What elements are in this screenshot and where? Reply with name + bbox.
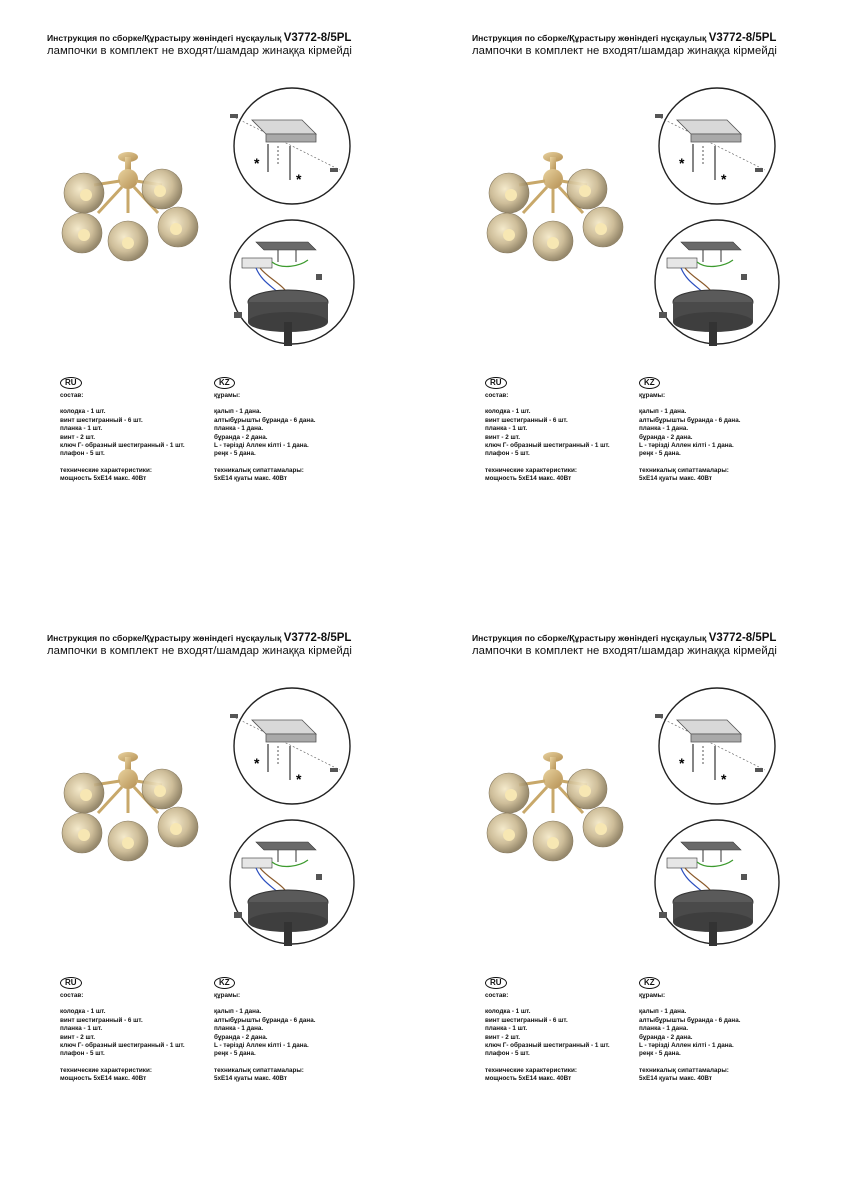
- specs-heading: техникалық сипаттамалары:: [214, 466, 304, 474]
- list-item: реңк - 5 дана.: [214, 1050, 256, 1058]
- component-list-kz: [639, 977, 799, 1084]
- contents-heading: құрамы:: [639, 392, 666, 399]
- list-item: қалып - 1 дана.: [214, 1008, 262, 1016]
- list-item: планка - 1 дана.: [214, 1025, 264, 1033]
- wiring-detail: [230, 820, 354, 946]
- panel-title: [472, 632, 792, 657]
- model-number: V3772-8/5PL: [283, 32, 352, 44]
- list-item: планка - 1 дана.: [214, 425, 264, 433]
- list-item: колодка - 1 шт.: [485, 1008, 531, 1016]
- wiring-detail: [230, 220, 354, 346]
- assembly-diagram: [212, 686, 372, 948]
- model-number: V3772-8/5PL: [283, 632, 352, 644]
- marker-star: *: [679, 755, 685, 771]
- list-item: планка - 1 шт.: [60, 1025, 103, 1033]
- specs-heading: технические характеристики:: [60, 466, 152, 474]
- chandelier-illustration: [54, 745, 206, 875]
- list-item: винт шестигранный - 6 шт.: [485, 1016, 568, 1024]
- component-list-kz: [639, 377, 799, 484]
- instruction-panel: [0, 600, 424, 1200]
- list-item: қалып - 1 дана.: [639, 1008, 687, 1016]
- mounting-plate-detail: [230, 88, 350, 204]
- list-item: L - тәрізді Аллен кілті - 1 дана.: [639, 1042, 734, 1050]
- contents-heading: құрамы:: [214, 392, 241, 399]
- contents-heading: құрамы:: [639, 992, 666, 999]
- list-item: бұранда - 2 дана.: [639, 1033, 693, 1041]
- component-list-ru: [60, 377, 220, 484]
- model-number: V3772-8/5PL: [708, 632, 777, 644]
- specs-value: 5хЕ14 қуаты макс. 40Вт: [214, 1075, 287, 1083]
- list-item: алтыбұрышты бұранда - 6 дана.: [214, 416, 316, 424]
- specs-heading: технические характеристики:: [485, 1066, 577, 1074]
- list-item: планка - 1 шт.: [485, 425, 528, 433]
- contents-heading: состав:: [60, 392, 84, 399]
- mounting-plate-detail: [655, 88, 775, 204]
- specs-heading: технические характеристики:: [485, 466, 577, 474]
- list-item: бұранда - 2 дана.: [639, 433, 693, 441]
- marker-star: *: [254, 755, 260, 771]
- instruction-panel: [425, 600, 849, 1200]
- title-text: Инструкция по сборке/Құрастыру жөніндегі нұсқаулық: [472, 33, 707, 43]
- instruction-panel: [0, 0, 424, 600]
- list-item: винт - 2 шт.: [485, 1033, 521, 1041]
- language-badge-ru: RU: [485, 377, 507, 389]
- chandelier-illustration: [479, 745, 631, 875]
- panel-title: [472, 32, 792, 57]
- component-list-ru: [485, 977, 645, 1084]
- assembly-diagram: [637, 686, 797, 948]
- list-item: алтыбұрышты бұранда - 6 дана.: [639, 1016, 741, 1024]
- list-item: винт шестигранный - 6 шт.: [60, 1016, 143, 1024]
- component-list-kz: [214, 377, 374, 484]
- list-item: винт - 2 шт.: [60, 1033, 96, 1041]
- list-item: планка - 1 шт.: [60, 425, 103, 433]
- assembly-diagram: [637, 86, 797, 348]
- list-item: алтыбұрышты бұранда - 6 дана.: [639, 416, 741, 424]
- list-item: плафон - 5 шт.: [485, 1050, 530, 1058]
- list-item: қалып - 1 дана.: [639, 408, 687, 416]
- title-text: Инструкция по сборке/Құрастыру жөніндегі нұсқаулық: [47, 33, 282, 43]
- instruction-panel: [425, 0, 849, 600]
- marker-star: *: [296, 171, 302, 187]
- list-item: колодка - 1 шт.: [60, 1008, 106, 1016]
- list-item: колодка - 1 шт.: [60, 408, 106, 416]
- list-item: плафон - 5 шт.: [485, 450, 530, 458]
- list-item: плафон - 5 шт.: [60, 450, 105, 458]
- list-item: бұранда - 2 дана.: [214, 433, 268, 441]
- marker-star: *: [721, 171, 727, 187]
- list-item: реңк - 5 дана.: [214, 450, 256, 458]
- chandelier-illustration: [54, 145, 206, 275]
- language-badge-ru: RU: [60, 977, 82, 989]
- list-item: колодка - 1 шт.: [485, 408, 531, 416]
- specs-heading: техникалық сипаттамалары:: [639, 1066, 729, 1074]
- bulbs-notice: лампочки в комплект не входят/шамдар жинаққа кірмейді: [47, 645, 352, 657]
- list-item: L - тәрізді Аллен кілті - 1 дана.: [214, 1042, 309, 1050]
- list-item: винт - 2 шт.: [60, 433, 96, 441]
- list-item: қалып - 1 дана.: [214, 408, 262, 416]
- wiring-detail: [655, 220, 779, 346]
- language-badge-ru: RU: [60, 377, 82, 389]
- marker-star: *: [254, 155, 260, 171]
- list-item: ключ Г- образный шестигранный - 1 шт.: [485, 1042, 610, 1050]
- panel-title: [47, 632, 367, 657]
- component-list-kz: [214, 977, 374, 1084]
- wiring-detail: [655, 820, 779, 946]
- contents-heading: состав:: [60, 992, 84, 999]
- title-text: Инструкция по сборке/Құрастыру жөніндегі нұсқаулық: [47, 633, 282, 643]
- list-item: планка - 1 дана.: [639, 425, 689, 433]
- bulbs-notice: лампочки в комплект не входят/шамдар жинаққа кірмейді: [472, 45, 777, 57]
- list-item: алтыбұрышты бұранда - 6 дана.: [214, 1016, 316, 1024]
- language-badge-ru: RU: [485, 977, 507, 989]
- component-list-ru: [485, 377, 645, 484]
- title-text: Инструкция по сборке/Құрастыру жөніндегі нұсқаулық: [472, 633, 707, 643]
- language-badge-kz: KZ: [639, 977, 660, 989]
- list-item: плафон - 5 шт.: [60, 1050, 105, 1058]
- specs-value: мощность 5хЕ14 макс. 40Вт: [60, 475, 147, 483]
- mounting-plate-detail: [230, 688, 350, 804]
- list-item: планка - 1 шт.: [485, 1025, 528, 1033]
- bulbs-notice: лампочки в комплект не входят/шамдар жинаққа кірмейді: [47, 45, 352, 57]
- specs-value: мощность 5хЕ14 макс. 40Вт: [485, 1075, 572, 1083]
- assembly-diagram: [212, 86, 372, 348]
- bulbs-notice: лампочки в комплект не входят/шамдар жинаққа кірмейді: [472, 645, 777, 657]
- list-item: реңк - 5 дана.: [639, 1050, 681, 1058]
- mounting-plate-detail: [655, 688, 775, 804]
- list-item: винт шестигранный - 6 шт.: [60, 416, 143, 424]
- list-item: L - тәрізді Аллен кілті - 1 дана.: [639, 442, 734, 450]
- contents-heading: состав:: [485, 392, 509, 399]
- specs-value: 5хЕ14 қуаты макс. 40Вт: [214, 475, 287, 483]
- list-item: L - тәрізді Аллен кілті - 1 дана.: [214, 442, 309, 450]
- list-item: ключ Г- образный шестигранный - 1 шт.: [60, 442, 185, 450]
- language-badge-kz: KZ: [214, 977, 235, 989]
- contents-heading: состав:: [485, 992, 509, 999]
- marker-star: *: [296, 771, 302, 787]
- list-item: реңк - 5 дана.: [639, 450, 681, 458]
- list-item: винт шестигранный - 6 шт.: [485, 416, 568, 424]
- model-number: V3772-8/5PL: [708, 32, 777, 44]
- marker-star: *: [679, 155, 685, 171]
- language-badge-kz: KZ: [639, 377, 660, 389]
- specs-value: мощность 5хЕ14 макс. 40Вт: [485, 475, 572, 483]
- specs-heading: техникалық сипаттамалары:: [214, 1066, 304, 1074]
- marker-star: *: [721, 771, 727, 787]
- specs-heading: технические характеристики:: [60, 1066, 152, 1074]
- chandelier-illustration: [479, 145, 631, 275]
- list-item: бұранда - 2 дана.: [214, 1033, 268, 1041]
- specs-heading: техникалық сипаттамалары:: [639, 466, 729, 474]
- contents-heading: құрамы:: [214, 992, 241, 999]
- specs-value: 5хЕ14 қуаты макс. 40Вт: [639, 1075, 712, 1083]
- panel-title: [47, 32, 367, 57]
- language-badge-kz: KZ: [214, 377, 235, 389]
- specs-value: 5хЕ14 қуаты макс. 40Вт: [639, 475, 712, 483]
- component-list-ru: [60, 977, 220, 1084]
- list-item: ключ Г- образный шестигранный - 1 шт.: [60, 1042, 185, 1050]
- specs-value: мощность 5хЕ14 макс. 40Вт: [60, 1075, 147, 1083]
- list-item: планка - 1 дана.: [639, 1025, 689, 1033]
- list-item: винт - 2 шт.: [485, 433, 521, 441]
- list-item: ключ Г- образный шестигранный - 1 шт.: [485, 442, 610, 450]
